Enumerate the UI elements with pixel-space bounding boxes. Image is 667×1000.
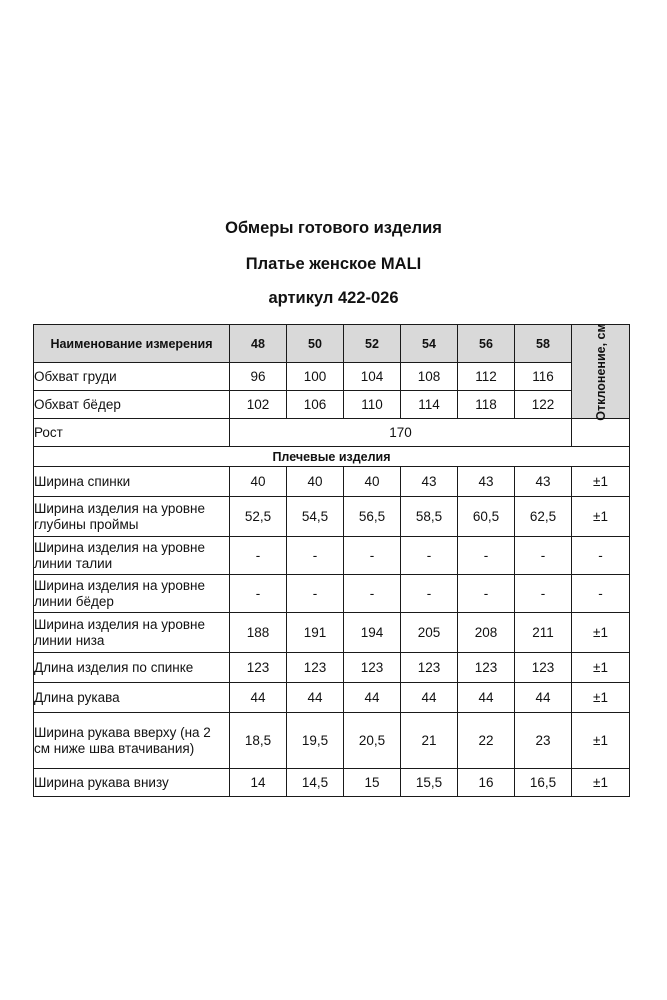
row-label: Ширина изделия на уровне глубины проймы [34, 497, 230, 537]
table-cell: 21 [401, 713, 458, 769]
table-cell: - [287, 575, 344, 613]
row-label: Ширина рукава вверху (на 2 см ниже шва втачивания) [34, 713, 230, 769]
table-cell: 188 [230, 613, 287, 653]
table-cell: 60,5 [458, 497, 515, 537]
table-header-row [34, 325, 630, 363]
deviation-cell: ±1 [572, 613, 630, 653]
table-cell: 123 [515, 653, 572, 683]
row-label: Длина рукава [34, 683, 230, 713]
deviation-cell: ±1 [572, 713, 630, 769]
table-cell: 44 [344, 683, 401, 713]
row-label: Ширина рукава внизу [34, 769, 230, 797]
table-cell: 116 [515, 363, 572, 391]
table-row [34, 683, 630, 713]
table-cell: - [230, 575, 287, 613]
article-number: артикул 422-026 [268, 289, 399, 307]
table-cell: 122 [515, 391, 572, 419]
table-cell: 191 [287, 613, 344, 653]
deviation-cell: - [572, 575, 630, 613]
col-header-size: 54 [401, 325, 458, 363]
table-cell: 194 [344, 613, 401, 653]
table-cell: - [401, 575, 458, 613]
col-header-name: Наименование измерения [34, 325, 230, 363]
table-cell: 104 [344, 363, 401, 391]
table-cell: 18,5 [230, 713, 287, 769]
table-cell: 14 [230, 769, 287, 797]
table-cell: 44 [458, 683, 515, 713]
table-cell: - [230, 537, 287, 575]
table-row [34, 769, 630, 797]
table-cell: 123 [458, 653, 515, 683]
deviation-cell: ±1 [572, 497, 630, 537]
table-cell: - [458, 575, 515, 613]
table-cell: 123 [230, 653, 287, 683]
table-cell: 40 [287, 467, 344, 497]
product-name: Платье женское MALI [245, 255, 422, 273]
table-cell: 106 [287, 391, 344, 419]
table-row [34, 363, 630, 391]
table-cell: 96 [230, 363, 287, 391]
table-cell: 44 [515, 683, 572, 713]
table-cell: 56,5 [344, 497, 401, 537]
table-cell: 44 [287, 683, 344, 713]
table-cell: - [515, 537, 572, 575]
table-cell: - [401, 537, 458, 575]
col-header-size: 52 [344, 325, 401, 363]
row-label: Ширина изделия на уровне линии талии [34, 537, 230, 575]
table-row-height [34, 419, 630, 447]
table-cell: 123 [344, 653, 401, 683]
table-row [34, 713, 630, 769]
table-cell: 40 [230, 467, 287, 497]
table-cell: - [515, 575, 572, 613]
deviation-cell: - [572, 537, 630, 575]
table-row [34, 467, 630, 497]
table-row [34, 613, 630, 653]
table-cell: 102 [230, 391, 287, 419]
table-cell: 54,5 [287, 497, 344, 537]
table-row [34, 391, 630, 419]
deviation-cell: ±1 [572, 467, 630, 497]
table-cell: 114 [401, 391, 458, 419]
row-label: Ширина спинки [34, 467, 230, 497]
table-cell: 112 [458, 363, 515, 391]
table-cell: 205 [401, 613, 458, 653]
table-cell: 62,5 [515, 497, 572, 537]
table-cell: - [287, 537, 344, 575]
table-cell: 16 [458, 769, 515, 797]
table-cell: 123 [287, 653, 344, 683]
table-row [34, 575, 630, 613]
table-cell-height: 170 [230, 419, 572, 447]
deviation-cell: ±1 [572, 769, 630, 797]
table-cell: 15 [344, 769, 401, 797]
table-cell: 40 [344, 467, 401, 497]
table-row [34, 537, 630, 575]
table-cell: 43 [458, 467, 515, 497]
row-label: Ширина изделия на уровне линии бёдер [34, 575, 230, 613]
row-label: Рост [34, 419, 230, 447]
table-cell: - [458, 537, 515, 575]
table-row [34, 653, 630, 683]
table-cell: 19,5 [287, 713, 344, 769]
table-cell: 16,5 [515, 769, 572, 797]
table-cell: 23 [515, 713, 572, 769]
deviation-cell: ±1 [572, 683, 630, 713]
deviation-cell: ±1 [572, 653, 630, 683]
measurements-table [33, 324, 630, 797]
table-cell: 15,5 [401, 769, 458, 797]
col-header-size: 50 [287, 325, 344, 363]
row-label: Обхват бёдер [34, 391, 230, 419]
document-title: Обмеры готового изделия [225, 219, 442, 237]
col-header-deviation: Отклонение, см [572, 325, 630, 419]
table-cell: 52,5 [230, 497, 287, 537]
row-label: Длина изделия по спинке [34, 653, 230, 683]
table-cell-empty [572, 419, 630, 447]
table-cell: 208 [458, 613, 515, 653]
col-header-size: 48 [230, 325, 287, 363]
col-header-size: 58 [515, 325, 572, 363]
table-row [34, 497, 630, 537]
table-cell: - [344, 537, 401, 575]
table-cell: 43 [515, 467, 572, 497]
table-cell: 14,5 [287, 769, 344, 797]
table-cell: 100 [287, 363, 344, 391]
table-cell: 44 [401, 683, 458, 713]
section-title: Плечевые изделия [34, 447, 630, 467]
table-cell: 43 [401, 467, 458, 497]
table-cell: 58,5 [401, 497, 458, 537]
table-cell: 20,5 [344, 713, 401, 769]
col-header-size: 56 [458, 325, 515, 363]
section-row [34, 447, 630, 467]
table-cell: 108 [401, 363, 458, 391]
table-cell: 44 [230, 683, 287, 713]
row-label: Ширина изделия на уровне линии низа [34, 613, 230, 653]
table-cell: 22 [458, 713, 515, 769]
table-cell: 123 [401, 653, 458, 683]
table-cell: 118 [458, 391, 515, 419]
table-cell: 110 [344, 391, 401, 419]
row-label: Обхват груди [34, 363, 230, 391]
table-cell: - [344, 575, 401, 613]
table-cell: 211 [515, 613, 572, 653]
